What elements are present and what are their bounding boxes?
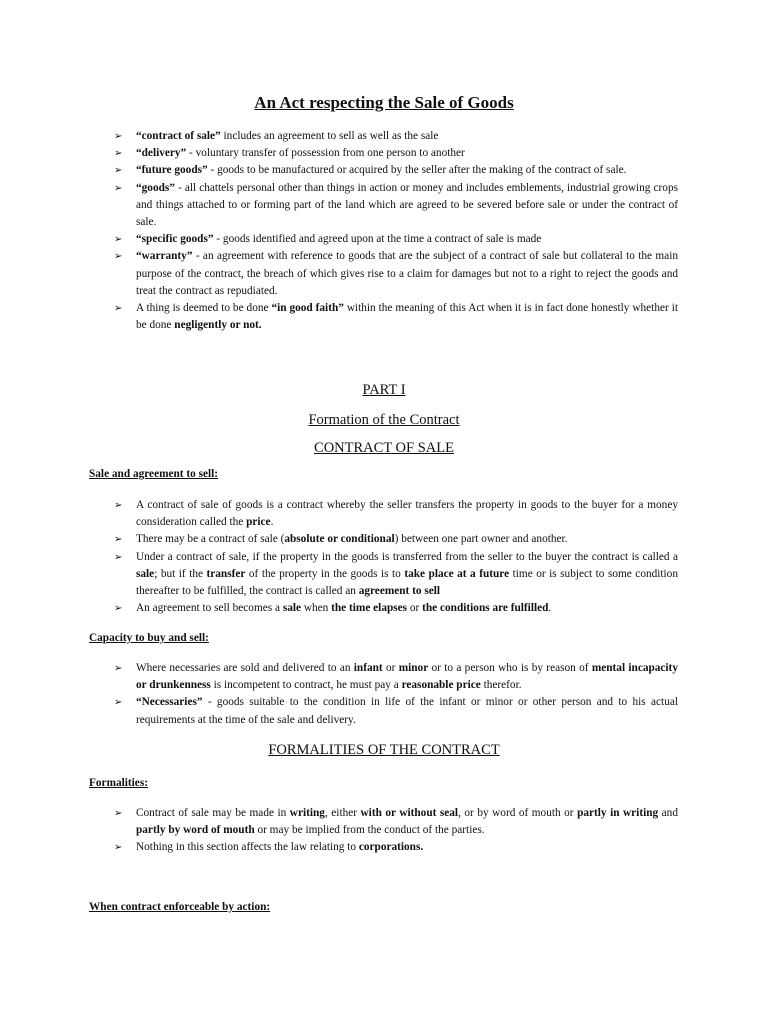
arrow-bullet-icon: ➢ (114, 234, 123, 246)
text-run: time or is subject to some condition thereafter to be fulfilled, the contract is called an (136, 567, 678, 598)
list-item (114, 600, 678, 617)
part-heading: PART I (362, 382, 406, 398)
list-item (114, 300, 678, 334)
text-run: A thing is deemed to be done (136, 302, 272, 315)
text-run: when (301, 602, 332, 615)
arrow-bullet-icon: ➢ (114, 251, 123, 263)
list-item (114, 660, 678, 694)
text-run: . (548, 602, 552, 615)
formalities-heading: Formalities: (89, 777, 148, 789)
text-run: - goods identified and agreed upon at the time a contract of sale is made (213, 233, 542, 246)
definitions-list (114, 128, 678, 334)
capacity-heading: Capacity to buy and sell: (89, 632, 209, 644)
list-item (114, 162, 678, 179)
list-item (114, 180, 678, 232)
formalities-items-list (114, 805, 678, 857)
text-run: ; but if the (154, 567, 207, 580)
list-item (114, 497, 678, 531)
list-item (114, 805, 678, 839)
arrow-bullet-icon: ➢ (114, 603, 123, 615)
arrow-bullet-icon: ➢ (114, 842, 123, 854)
text-run: or (407, 602, 423, 615)
bold-term: take place at a future (404, 567, 510, 580)
arrow-bullet-icon: ➢ (114, 551, 123, 563)
arrow-bullet-icon: ➢ (114, 808, 123, 819)
list-item (114, 549, 678, 601)
sale-agreement-heading: Sale and agreement to sell: (89, 468, 219, 480)
formation-heading: Formation of the Contract (308, 412, 460, 428)
bold-term: the conditions are fulfilled (422, 602, 549, 615)
bold-term: absolute or conditional (284, 533, 395, 546)
arrow-bullet-icon: ➢ (114, 131, 123, 142)
bold-term: mental incapacity or drunkenness (136, 662, 678, 692)
text-run: - goods suitable to the condition in life of the infant or minor or other person and to his actual requirements at the time of the sale and delivery. (136, 696, 678, 726)
bold-term: sale (282, 602, 302, 615)
bold-term: transfer (206, 567, 246, 580)
text-run: , or by word of mouth or (458, 807, 578, 819)
text-run: and (658, 807, 678, 819)
enforceable-heading: When contract enforceable by action: (89, 901, 271, 913)
bold-term: corporations. (358, 841, 424, 854)
arrow-bullet-icon: ➢ (114, 165, 123, 177)
text-run: is incompetent to contract, he must pay a (210, 679, 402, 692)
bold-term: the time elapses (331, 602, 408, 615)
text-run: - all chattels personal other than things in action or money and includes emblements, industrial growing crops and things attached to or forming part of the land which are agreed to be severed before sale or under the contract of sale. (136, 181, 678, 229)
arrow-bullet-icon: ➢ (114, 148, 123, 160)
formalities-of-contract-heading: FORMALITIES OF THE CONTRACT (268, 742, 500, 758)
text-run: includes an agreement to sell as well as the sale (220, 130, 439, 142)
text-run: - an agreement with reference to goods that are the subject of a contract of sale but collateral to the main purpose of the contract, the breach of which gives rise to a claim for damages but not to a right to reject the goods and treat the contract as repudiated. (136, 250, 678, 297)
list-item (114, 531, 678, 548)
text-run: within the meaning of this Act when it is in fact done honestly whether it be done (136, 302, 678, 332)
text-run: A contract of sale of goods is a contract whereby the seller transfers the property in goods to the buyer for a money consideration called the (136, 499, 678, 529)
text-run: Where necessaries are sold and delivered to an (136, 662, 354, 674)
contract-of-sale-heading: CONTRACT OF SALE (314, 440, 454, 456)
text-run: therefor. (480, 679, 522, 692)
sale-items-list (114, 497, 678, 617)
arrow-bullet-icon: ➢ (114, 182, 123, 194)
text-run: - goods to be manufactured or acquired by the seller after the making of the contract of sale. (207, 164, 627, 177)
arrow-bullet-icon: ➢ (114, 697, 123, 709)
text-run: or to a person who is by reason of (428, 662, 592, 674)
capacity-items-list (114, 660, 678, 729)
list-item (114, 248, 678, 300)
bold-term: “contract of sale” (136, 130, 221, 142)
bold-term: agreement to sell (358, 585, 441, 598)
text-run: of the property in the goods is to (245, 567, 405, 580)
bold-term: negligently or not. (174, 319, 262, 332)
bold-term: sale (136, 567, 155, 580)
bold-term: “future goods” (136, 164, 208, 177)
bold-term: infant (353, 662, 383, 674)
bold-term: price (246, 516, 271, 529)
list-item (114, 145, 678, 162)
text-run: or may be implied from the conduct of the parties. (254, 824, 485, 837)
text-run: ) between one part owner and another. (394, 533, 568, 546)
text-run: - voluntary transfer of possession from one person to another (186, 147, 465, 160)
bold-term: “specific goods” (136, 233, 214, 246)
text-run: There may be a contract of sale ( (136, 533, 285, 546)
bold-term: “delivery” (136, 147, 187, 160)
list-item (114, 839, 678, 856)
text-run: An agreement to sell becomes a (136, 602, 283, 615)
bold-term: reasonable price (401, 679, 481, 692)
text-run: or (382, 662, 399, 674)
bold-term: “Necessaries” (136, 696, 203, 709)
list-item (114, 128, 678, 145)
arrow-bullet-icon: ➢ (114, 500, 123, 511)
text-run: Under a contract of sale, if the property in the goods is transferred from the seller to the buyer the contract is called a (136, 550, 678, 563)
list-item (114, 231, 678, 248)
text-run: Nothing in this section affects the law relating to (136, 841, 359, 854)
bold-term: with or without seal (360, 807, 459, 819)
text-run: . (270, 516, 274, 529)
list-item (114, 694, 678, 728)
bold-term: writing (289, 807, 325, 819)
bold-term: “in good faith” (271, 302, 344, 315)
bold-term: partly in writing (577, 807, 659, 819)
arrow-bullet-icon: ➢ (114, 303, 123, 315)
bold-term: “warranty” (136, 250, 193, 263)
document-title: An Act respecting the Sale of Goods (254, 93, 514, 112)
bold-term: partly by word of mouth (136, 824, 255, 837)
arrow-bullet-icon: ➢ (114, 534, 123, 546)
bold-term: minor (398, 662, 429, 674)
text-run: , either (324, 807, 361, 819)
text-run: Contract of sale may be made in (136, 807, 290, 819)
bold-term: “goods” (136, 181, 175, 194)
arrow-bullet-icon: ➢ (114, 663, 123, 674)
